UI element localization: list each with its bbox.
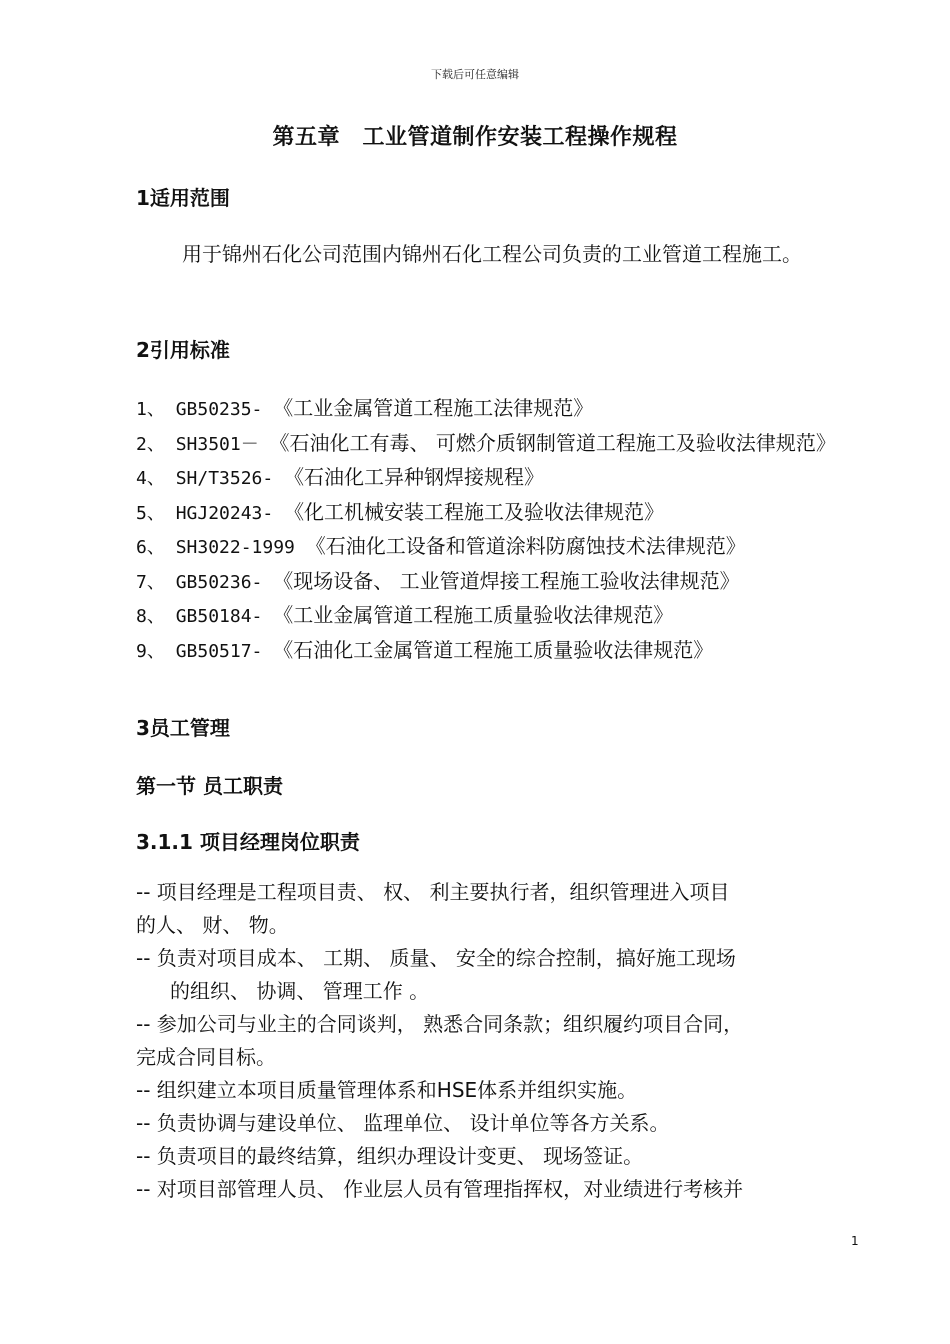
duty-item bbox=[136, 1008, 861, 1074]
duty-line: -- 项目经理是工程项目责、 权、 利主要执行者，组织管理进入项目 bbox=[136, 880, 730, 904]
chapter-title: 第五章 工业管道制作安装工程操作规程 bbox=[272, 125, 678, 150]
page-number: 1 bbox=[851, 1234, 859, 1248]
standard-name: 《石油化工设备和管道涂料防腐蚀技术法律规范》 bbox=[305, 534, 746, 558]
duty-line: -- 负责协调与建设单位、 监理单位、 设计单位等各方关系。 bbox=[136, 1111, 670, 1135]
standard-item bbox=[136, 599, 861, 634]
standard-number: 5、 bbox=[136, 502, 176, 524]
standard-number: 7、 bbox=[136, 571, 176, 593]
duty-line-continued: 的组织、 协调、 管理工作 。 bbox=[170, 979, 430, 1003]
standard-name: 《石油化工异种钢焊接规程》 bbox=[284, 465, 545, 489]
duty-line: -- 负责对项目成本、 工期、 质量、 安全的综合控制，搞好施工现场 bbox=[136, 946, 736, 970]
standard-item bbox=[136, 427, 861, 462]
duty-item bbox=[136, 1074, 861, 1107]
standard-item bbox=[136, 634, 861, 669]
standard-code: GB50517- bbox=[175, 640, 274, 662]
standard-code: SH3022-1999 bbox=[175, 537, 306, 558]
scope-paragraph: 用于锦州石化公司范围内锦州石化工程公司负责的工业管道工程施工。 bbox=[182, 242, 802, 266]
section-heading-staff: 3员工管理 bbox=[136, 716, 230, 740]
duty-line-continued: 的人、 财、 物。 bbox=[136, 913, 289, 937]
standard-number: 2、 bbox=[136, 433, 176, 455]
standard-number: 1、 bbox=[136, 399, 176, 420]
standard-number: 8、 bbox=[136, 606, 176, 627]
duty-item bbox=[136, 876, 861, 942]
duty-item bbox=[136, 1173, 861, 1206]
duty-line-continued: 完成合同目标。 bbox=[136, 1045, 276, 1069]
standard-item bbox=[136, 565, 861, 600]
standard-name: 《现场设备、 工业管道焊接工程施工验收法律规范》 bbox=[273, 568, 740, 593]
section-heading-standards: 2引用标准 bbox=[136, 338, 230, 362]
duty-line: -- 对项目部管理人员、 作业层人员有管理指挥权，对业绩进行考核并 bbox=[136, 1177, 744, 1201]
duty-item bbox=[136, 1140, 861, 1173]
standards-list bbox=[136, 392, 861, 668]
duty-line: -- 负责项目的最终结算，组织办理设计变更、 现场签证。 bbox=[136, 1144, 644, 1168]
standard-code: HGJ20243- bbox=[175, 502, 285, 524]
subsubsection-heading-pm: 3.1.1 项目经理岗位职责 bbox=[136, 830, 360, 854]
standard-number: 9、 bbox=[136, 640, 176, 662]
standard-number: 4、 bbox=[136, 468, 176, 489]
standard-number: 6、 bbox=[136, 537, 176, 558]
duty-line: -- 参加公司与业主的合同谈判， 熟悉合同条款；组织履约项目合同， bbox=[136, 1012, 744, 1036]
section-heading-scope: 1适用范围 bbox=[136, 186, 230, 210]
standard-name: 《化工机械安装工程施工及验收法律规范》 bbox=[284, 499, 665, 524]
standard-code: SH3501－ bbox=[175, 433, 270, 455]
subsection-heading-duties: 第一节 员工职责 bbox=[136, 774, 283, 798]
standard-item bbox=[136, 392, 861, 427]
page-header: 下载后可任意编辑 bbox=[431, 68, 519, 81]
standard-code: GB50235- bbox=[175, 399, 274, 420]
standard-name: 《工业金属管道工程施工质量验收法律规范》 bbox=[273, 603, 674, 627]
standard-code: GB50184- bbox=[175, 606, 274, 627]
standard-code: SH/T3526- bbox=[175, 468, 285, 489]
standard-item bbox=[136, 461, 861, 496]
duty-item bbox=[136, 1107, 861, 1140]
standard-name: 《石油化工有毒、 可燃介质钢制管道工程施工及验收法律规范》 bbox=[269, 430, 836, 455]
standard-item bbox=[136, 496, 861, 531]
duty-line: -- 组织建立本项目质量管理体系和HSE体系并组织实施。 bbox=[136, 1078, 638, 1102]
duties-list bbox=[136, 876, 861, 1206]
standard-item bbox=[136, 530, 861, 565]
standard-name: 《工业金属管道工程施工法律规范》 bbox=[273, 396, 594, 420]
standard-code: GB50236- bbox=[175, 571, 274, 593]
standard-name: 《石油化工金属管道工程施工质量验收法律规范》 bbox=[273, 637, 714, 662]
duty-item bbox=[136, 942, 861, 1008]
